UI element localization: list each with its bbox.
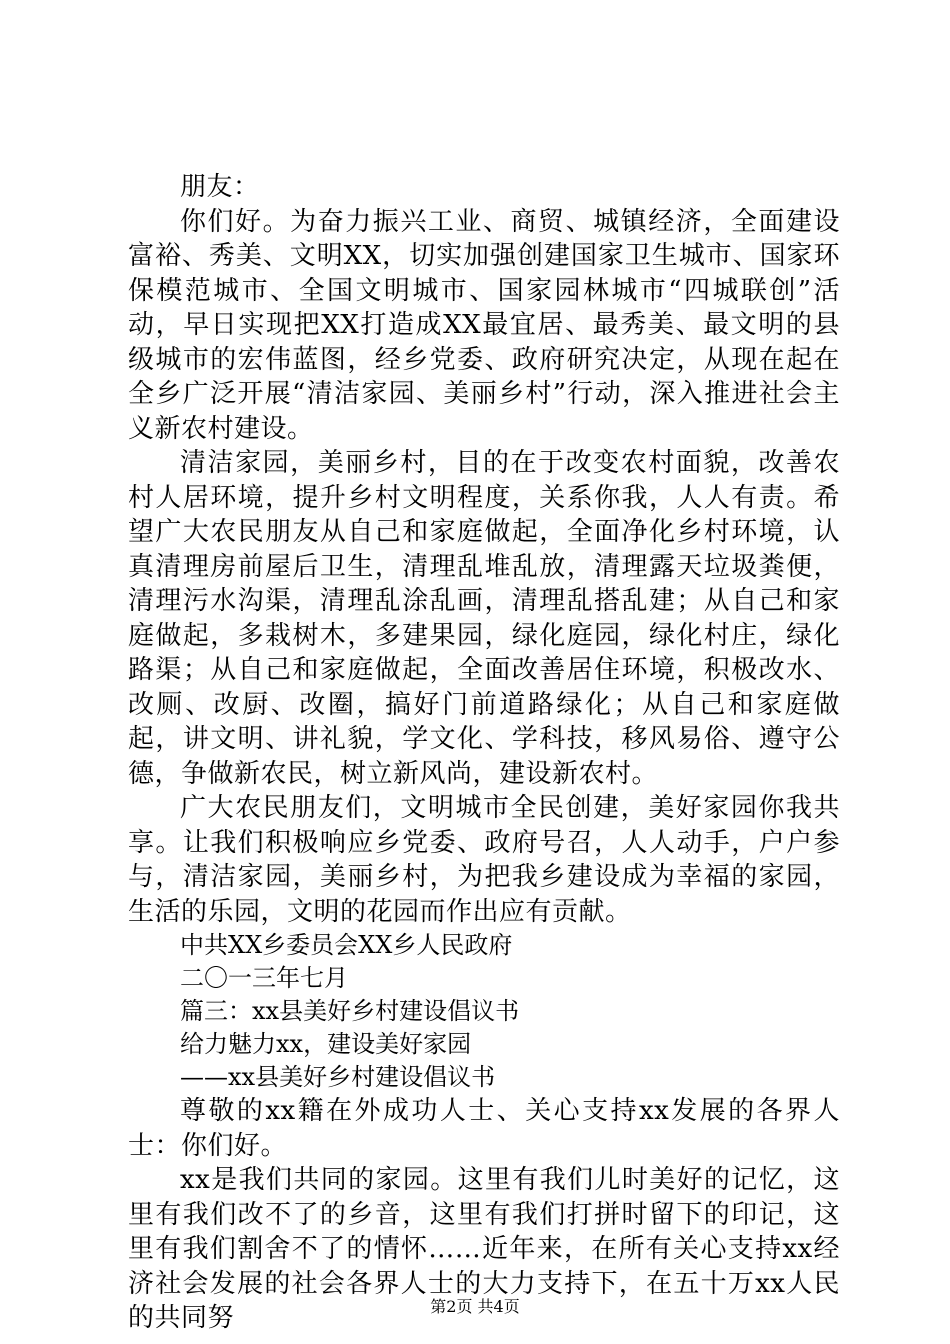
subtitle: ——xx县美好乡村建设倡议书 (180, 1063, 496, 1091)
section-title: 篇三：xx县美好乡村建设倡议书 (180, 997, 520, 1025)
body-paragraph-2: 清洁家园，美丽乡村，目的在于改变农村面貌，改善农村人居环境，提升乡村文明程度，关系你我，人人有责。希望广大农民朋友从自己和家庭做起，全面净化乡村环境，认真清理房前屋后卫生，清理乱堆乱放，清理露天垃圾粪便，清理污水沟渠，清理乱涂乱画，清理乱搭乱建；从自己和家庭做起，多栽树木，多建果园，绿化庭园，绿化村庄，绿化路渠；从自己和家庭做起，全面改善居住环境，积极改水、改厕、改厨、改圈，搞好门前道路绿化；从自己和家庭做起，讲文明、讲礼貌，学文化、学科技，移风易俗、遵守公德，争做新农民，树立新风尚，建设新农村。 (128, 448, 840, 789)
final-paragraph: xx是我们共同的家园。这里有我们儿时美好的记忆，这里有我们改不了的乡音，这里有我们打拼时留下的印记，这里有我们割舍不了的情怀……近年来，在所有关心支持xx经济社会发展的社会各界人士的大力支持下，在五十万xx人民的共同努 (128, 1165, 840, 1333)
body-paragraph-1: 你们好。为奋力振兴工业、商贸、城镇经济，全面建设富裕、秀美、文明XX，切实加强创建国家卫生城市、国家环保模范城市、全国文明城市、国家园林城市“四城联创”活动，早日实现把XX打造成XX最宜居、最秀美、最文明的县级城市的宏伟蓝图，经乡党委、政府研究决定，从现在起在全乡广泛开展“清洁家园、美丽乡村”行动，深入推进社会主义新农村建设。 (128, 206, 840, 444)
salutation: 尊敬的xx籍在外成功人士、关心支持xx发展的各界人士：你们好。 (128, 1096, 840, 1161)
page-number-footer: 第2页 共4页 (430, 1297, 520, 1316)
greeting: 朋友： (180, 172, 260, 202)
body-paragraph-3: 广大农民朋友们，文明城市全民创建，美好家园你我共享。让我们积极响应乡党委、政府号召，人人动手，户户参与，清洁家园，美丽乡村，为把我乡建设成为幸福的家园，生活的乐园，文明的花园而作出应有贡献。 (128, 793, 840, 927)
signature-date: 二〇一三年七月 (180, 964, 348, 992)
slogan: 给力魅力xx，建设美好家园 (180, 1030, 472, 1058)
signature-organization: 中共XX乡委员会XX乡人民政府 (180, 931, 513, 959)
document-body (128, 170, 840, 1336)
